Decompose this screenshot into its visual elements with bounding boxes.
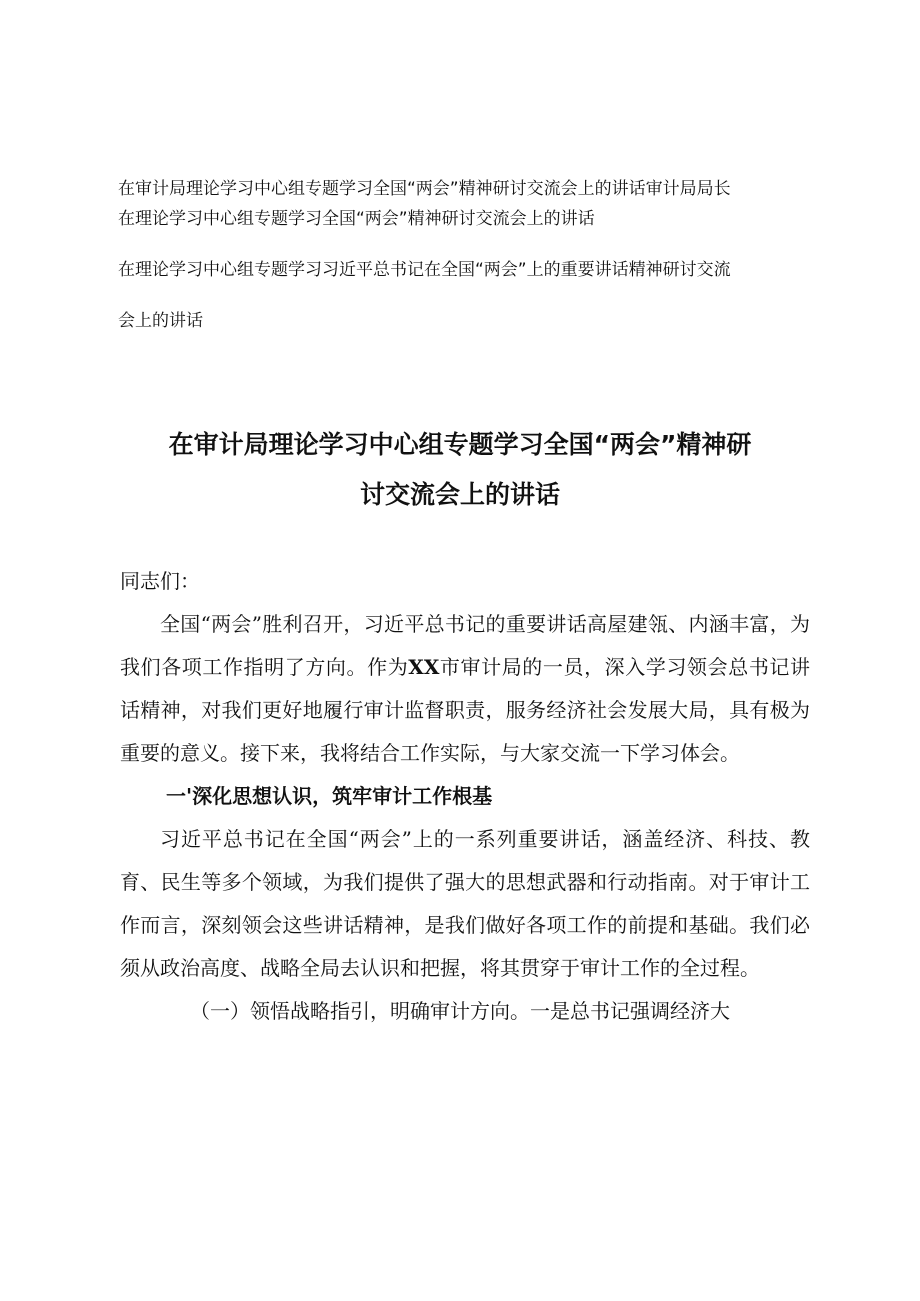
toc-line-2: 在理论学习中心组专题学习全国“两会”精神研讨交流会上的讲话	[118, 209, 595, 229]
toc-line-1: 在审计局理论学习中心组专题学习全国“两会”精神研讨交流会上的讲话审计局局长	[118, 179, 731, 199]
paragraph-1	[120, 603, 810, 775]
toc-line-3: 在理论学习中心组专题学习习近平总书记在全国“两会”上的重要讲话精神研讨交流	[118, 260, 731, 280]
document-body	[120, 560, 810, 1033]
paragraph-1-city-placeholder: XX	[408, 655, 440, 679]
paragraph-1-part-a: 全国“两会”胜利召开，习近平总书记的重要讲话高屋建瓴、内涵丰富，为我们各项工作指明了方向。作为	[120, 612, 810, 679]
greeting: 同志们：	[120, 569, 200, 593]
paragraph-2: 习近平总书记在全国“两会”上的一系列重要讲话，涵盖经济、科技、教育、民生等多个领域，为我们提供了强大的思想武器和行动指南。对于审计工作而言，深刻领会这些讲话精神，是我们做好各项工作的前提和基础。我们必须从政治高度、战略全局去认识和把握，将其贯穿于审计工作的全过程。	[120, 827, 810, 980]
paragraph-3: （一）领悟战略指引，明确审计方向。一是总书记强调经济大	[190, 999, 730, 1023]
paragraph-1-part-b: 市审计局的一员，深入学习领会总书记讲话精神，对我们更好地履行审计监督职责，服务经济社会发展大局，具有极为重要的意义。接下来，我将结合工作实际，与大家交流一下学习体会。	[120, 655, 811, 765]
title-line-1: 在审计局理论学习中心组专题学习全国“两会”精神研	[168, 430, 752, 459]
section-heading-1: 一'深化思想认识，筑牢审计工作根基	[166, 784, 493, 808]
toc-line-4: 会上的讲话	[118, 311, 203, 331]
title-line-2: 讨交流会上的讲话	[359, 480, 560, 509]
document-title	[100, 420, 820, 520]
